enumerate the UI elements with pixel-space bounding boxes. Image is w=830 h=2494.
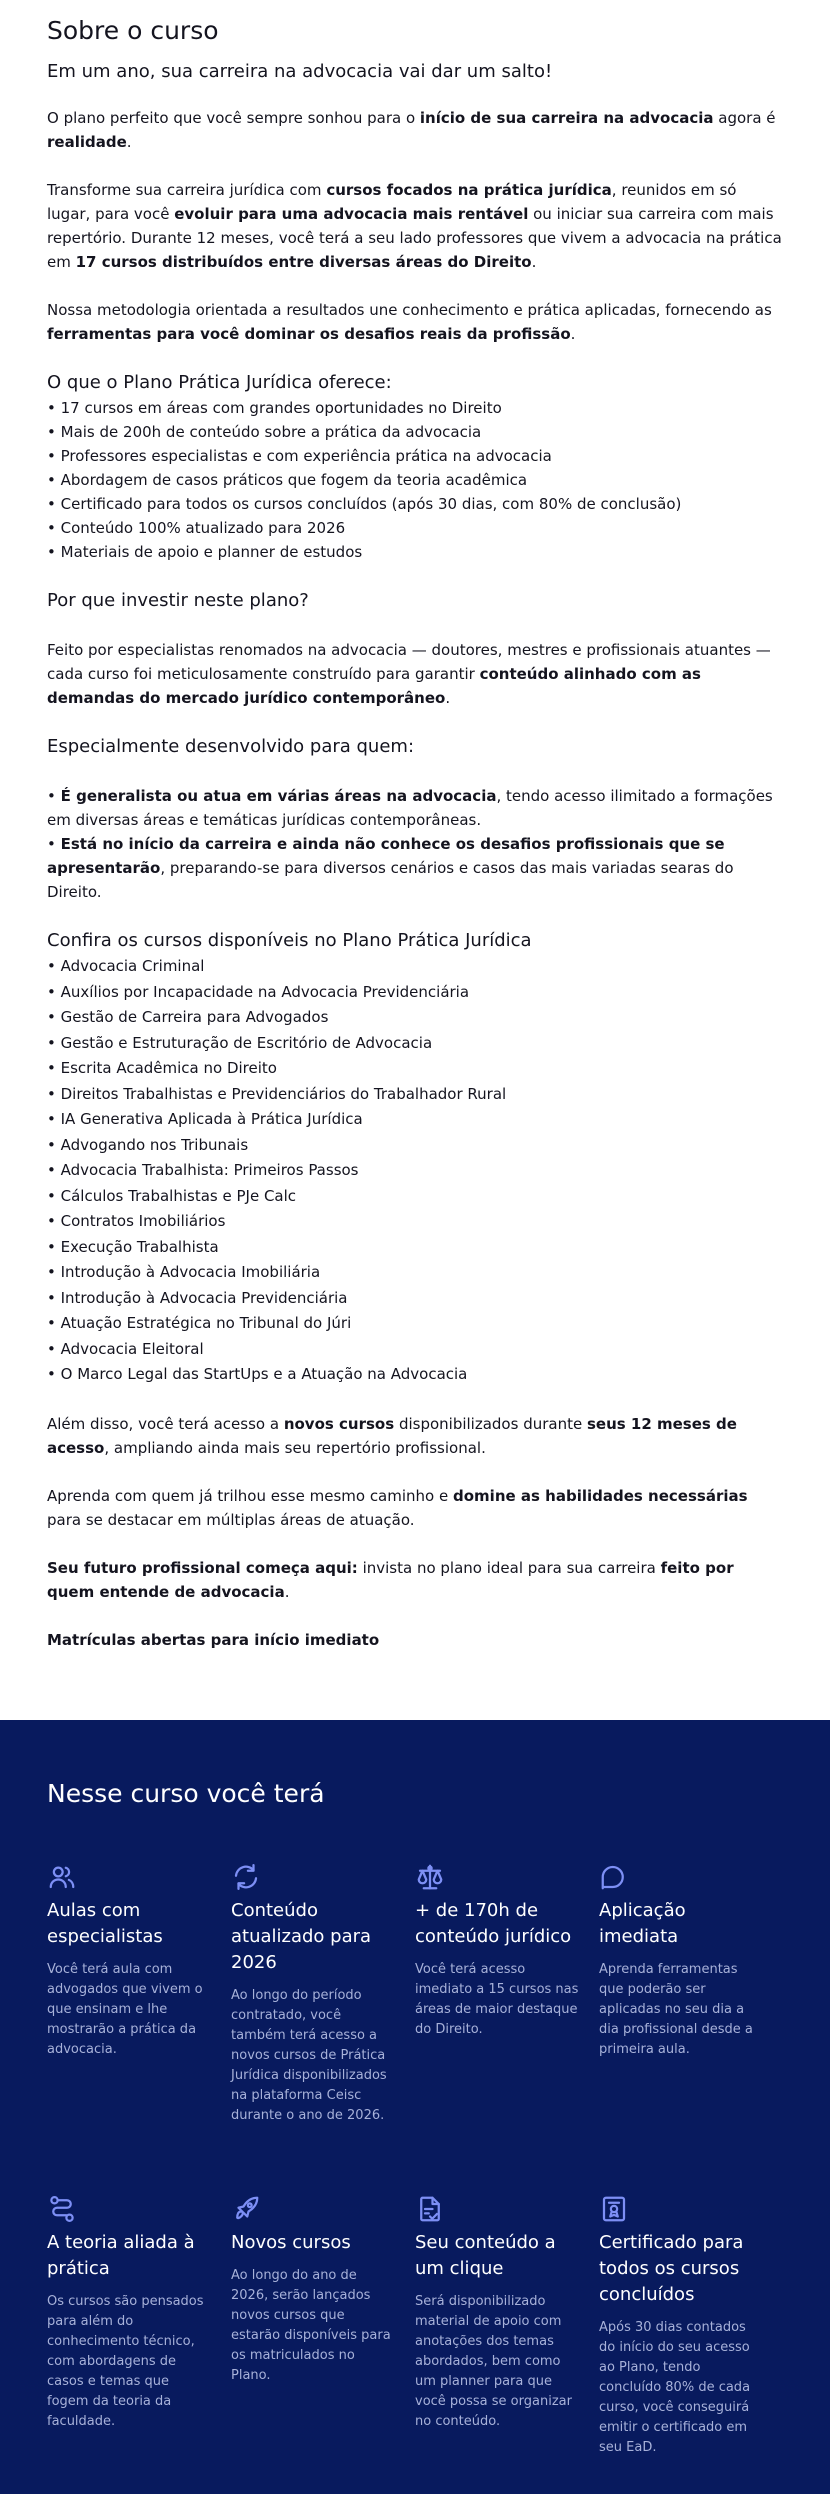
future-paragraph: Seu futuro profissional começa aqui: invista no plano ideal para sua carreira feito por quem entende de advocacia. xyxy=(47,1558,734,1601)
methodology-paragraph: Nossa metodologia orientada a resultados une conhecimento e prática aplicadas, fornecendo as ferramentas para você dominar os desafios reais da profissão. xyxy=(47,301,772,343)
why-heading: Por que investir neste plano? xyxy=(47,590,309,611)
features-grid-row-1 xyxy=(47,1862,783,2142)
rocket-icon xyxy=(231,2194,261,2224)
list-item: • Advogando nos Tribunais xyxy=(47,1133,783,1159)
feature-text: Será disponibilizado material de apoio com anotações dos temas abordados, bem como um planner para que você possa se organizar no conteúdo. xyxy=(415,2294,572,2429)
list-item: • Direitos Trabalhistas e Previdenciários do Trabalhador Rural xyxy=(47,1082,783,1108)
features-grid-row-2 xyxy=(47,2194,783,2458)
transform-paragraph: Transforme sua carreira jurídica com cursos focados na prática jurídica, reunidos em só lugar, para você evoluir para uma advocacia mais rentável ou iniciar sua carreira com mais repertório. Durante 12 meses, você terá a seu lado professores que vivem a advocacia na prática em 17 cursos distribuídos entre diversas áreas do Direito. xyxy=(47,181,782,271)
list-item: • Advocacia Eleitoral xyxy=(47,1337,783,1363)
list-item: • Professores especialistas e com experiência prática na advocacia xyxy=(47,444,783,468)
list-item: • Mais de 200h de conteúdo sobre a prática da advocacia xyxy=(47,420,783,444)
feature-title: Conteúdo atualizado para 2026 xyxy=(231,1900,372,1973)
feature-card xyxy=(47,2194,213,2458)
list-item: • Advocacia Trabalhista: Primeiros Passos xyxy=(47,1158,783,1184)
feature-title: Seu conteúdo a um clique xyxy=(415,2232,556,2279)
list-item: • Introdução à Advocacia Previdenciária xyxy=(47,1286,783,1312)
courses-list xyxy=(47,954,783,1388)
offers-heading: O que o Plano Prática Jurídica oferece: xyxy=(47,372,392,393)
feature-text: Após 30 dias contados do início do seu acesso ao Plano, tendo concluído 80% de cada curso, você conseguirá emitir o certificado em seu EaD. xyxy=(599,2320,751,2455)
feature-card xyxy=(415,1862,581,2142)
feature-card xyxy=(599,1862,765,2142)
feature-text: Os cursos são pensados para além do conhecimento técnico, com abordagens de casos e temas que fogem da teoria da faculdade. xyxy=(47,2294,204,2429)
enrollment-notice: Matrículas abertas para início imediato xyxy=(47,1630,380,1649)
list-item: • Gestão de Carreira para Advogados xyxy=(47,1005,783,1031)
feature-text: Ao longo do período contratado, você também terá acesso a novos cursos de Prática Jurídica disponibilizados na plataforma Ceisc durante o ano de 2026. xyxy=(231,1988,387,2123)
intro-paragraph: O plano perfeito que você sempre sonhou para o início de sua carreira na advocacia agora é realidade. xyxy=(47,109,776,151)
feature-card xyxy=(231,2194,397,2458)
feature-card xyxy=(599,2194,765,2458)
feature-title: Aplicação imediata xyxy=(599,1900,686,1947)
scale-icon xyxy=(415,1862,445,1892)
list-item: • Abordagem de casos práticos que fogem da teoria acadêmica xyxy=(47,468,783,492)
audience-heading: Especialmente desenvolvido para quem: xyxy=(47,736,415,757)
list-item: • Materiais de apoio e planner de estudos xyxy=(47,540,783,564)
list-item: • Auxílios por Incapacidade na Advocacia Previdenciária xyxy=(47,980,783,1006)
why-paragraph: Feito por especialistas renomados na advocacia — doutores, mestres e profissionais atuantes — cada curso foi meticulosamente construído para garantir conteúdo alinhado com as demandas do mercado jurídico contemporâneo. xyxy=(47,641,771,707)
offers-list xyxy=(47,396,783,564)
list-item: • Advocacia Criminal xyxy=(47,954,783,980)
list-item: • Escrita Acadêmica no Direito xyxy=(47,1056,783,1082)
feature-title: + de 170h de conteúdo jurídico xyxy=(415,1900,572,1947)
feature-title: Novos cursos xyxy=(231,2232,351,2253)
list-item: • Introdução à Advocacia Imobiliária xyxy=(47,1260,783,1286)
list-item: • 17 cursos em áreas com grandes oportunidades no Direito xyxy=(47,396,783,420)
feature-title: Aulas com especialistas xyxy=(47,1900,163,1947)
audience-item-generalist: • É generalista ou atua em várias áreas na advocacia, tendo acesso ilimitado a formações em diversas áreas e temáticas jurídicas contemporâneas. xyxy=(47,784,783,832)
certificate-icon xyxy=(599,2194,629,2224)
features-section xyxy=(0,1720,830,2494)
lead-heading: Em um ano, sua carreira na advocacia vai dar um salto! xyxy=(47,61,553,82)
feature-card xyxy=(231,1862,397,2142)
refresh-icon xyxy=(231,1862,261,1892)
list-item: • Contratos Imobiliários xyxy=(47,1209,783,1235)
learn-paragraph: Aprenda com quem já trilhou esse mesmo caminho e domine as habilidades necessárias para se destacar em múltiplas áreas de atuação. xyxy=(47,1486,748,1529)
users-icon xyxy=(47,1862,77,1892)
list-item: • O Marco Legal das StartUps e a Atuação na Advocacia xyxy=(47,1362,783,1388)
list-item: • Gestão e Estruturação de Escritório de Advocacia xyxy=(47,1031,783,1057)
new-courses-paragraph: Além disso, você terá acesso a novos cursos disponibilizados durante seus 12 meses de acesso, ampliando ainda mais seu repertório profissional. xyxy=(47,1414,737,1457)
list-item: • Conteúdo 100% atualizado para 2026 xyxy=(47,516,783,540)
feature-title: Certificado para todos os cursos concluídos xyxy=(599,2232,744,2305)
feature-text: Aprenda ferramentas que poderão ser aplicadas no seu dia a dia profissional desde a primeira aula. xyxy=(599,1962,753,2057)
list-item: • IA Generativa Aplicada à Prática Jurídica xyxy=(47,1107,783,1133)
list-item: • Execução Trabalhista xyxy=(47,1235,783,1261)
route-icon xyxy=(47,2194,77,2224)
feature-title: A teoria aliada à prática xyxy=(47,2232,195,2279)
list-item: • Certificado para todos os cursos concluídos (após 30 dias, com 80% de conclusão) xyxy=(47,492,783,516)
feature-text: Você terá aula com advogados que vivem o que ensinam e lhe mostrarão a prática da advocacia. xyxy=(47,1962,203,2057)
feature-card xyxy=(415,2194,581,2458)
features-title: Nesse curso você terá xyxy=(47,1779,325,1808)
audience-item-beginner: • Está no início da carreira e ainda não conhece os desafios profissionais que se apresentarão, preparando-se para diversos cenários e casos das mais variadas searas do Direito. xyxy=(47,832,783,904)
list-item: • Cálculos Trabalhistas e PJe Calc xyxy=(47,1184,783,1210)
courses-heading: Confira os cursos disponíveis no Plano Prática Jurídica xyxy=(47,930,532,951)
chat-bubble-icon xyxy=(599,1862,629,1892)
section-title: Sobre o curso xyxy=(47,16,219,45)
list-item: • Atuação Estratégica no Tribunal do Júri xyxy=(47,1311,783,1337)
file-check-icon xyxy=(415,2194,445,2224)
feature-card xyxy=(47,1862,213,2142)
feature-text: Ao longo do ano de 2026, serão lançados novos cursos que estarão disponíveis para os matriculados no Plano. xyxy=(231,2268,391,2383)
feature-text: Você terá acesso imediato a 15 cursos nas áreas de maior destaque do Direito. xyxy=(415,1962,579,2037)
